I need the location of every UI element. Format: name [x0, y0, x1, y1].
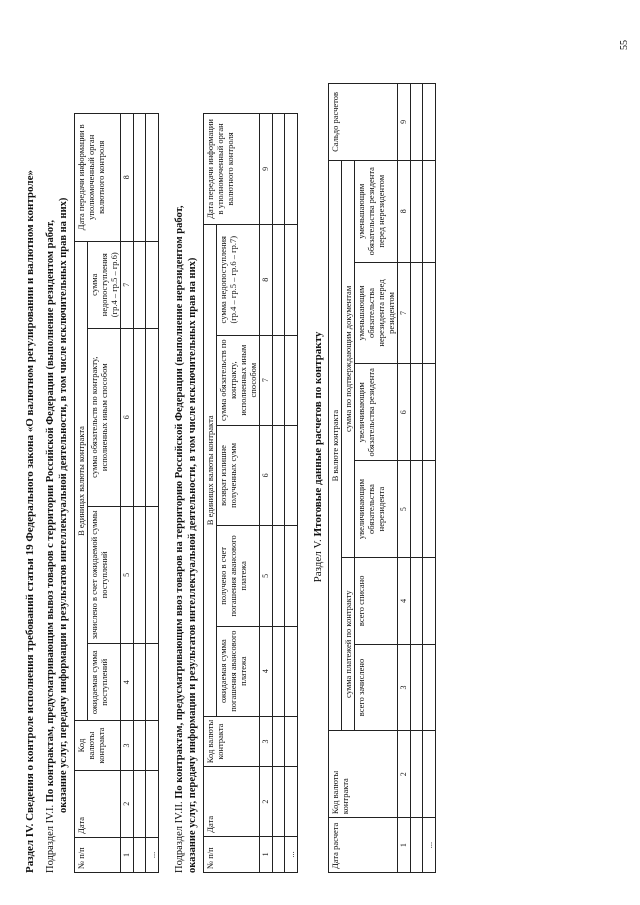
table-row	[285, 114, 298, 873]
th-date: Дата	[75, 770, 121, 837]
th-units: В единицах валюты контракта	[75, 241, 88, 721]
col-num: 1	[260, 836, 273, 872]
table-iv-i	[74, 113, 159, 873]
row-dots: ...	[423, 818, 436, 873]
th-inc-res: увеличивающим обязательства резидента	[355, 364, 398, 461]
table-v	[328, 83, 436, 873]
page-number: 55	[619, 40, 630, 50]
col-num: 6	[260, 425, 273, 525]
col-num: 7	[121, 241, 134, 328]
subsection-iv-ii-text: По контрактам, предусматривающим ввоз товаров на территорию Российской Федерации (выполнение нерезидентом работ,	[174, 205, 185, 799]
col-num: 8	[260, 224, 273, 335]
page-content	[24, 41, 436, 873]
subsection-iv-ii-title	[173, 41, 199, 873]
section-v-prefix: Раздел V.	[312, 539, 324, 583]
th-obligation: сумма обязательств по контракту, исполненных иным способом	[88, 328, 121, 506]
th-returned: возврат излишне полученных сумм	[217, 425, 260, 525]
col-num: 5	[260, 526, 273, 626]
subsection-iv-i-text2: оказание услуг, передачу информации и результатов интеллектуальной деятельности, в том числе исключительных прав на них)	[58, 197, 69, 813]
th-date: Дата расчета	[329, 818, 398, 873]
th-balance: Сальдо расчетов	[329, 84, 398, 161]
th-dec-nonres: уменьшающим обязательства нерезидента перед резидентом	[355, 262, 398, 364]
th-code: Код валюты контракта	[75, 721, 121, 770]
col-num: 3	[398, 644, 411, 731]
subsection-iv-i-title	[44, 41, 70, 873]
th-total-written: всего списано	[355, 557, 398, 644]
subsection-iv-ii-prefix: Подраздел IV.II.	[174, 801, 185, 873]
col-num: 7	[260, 335, 273, 425]
section-v-title	[312, 41, 324, 873]
th-dec-res: уменьшающим обязательства резидента перед нерезидентом	[355, 160, 398, 262]
th-code: Код валюты контракта	[204, 716, 260, 767]
col-num: 2	[398, 731, 411, 818]
th-no: № п/п	[204, 836, 260, 872]
table-row	[134, 114, 146, 873]
th-credited: зачислено в счет ожидаемой суммы поступлений	[88, 506, 121, 644]
subsection-iv-i-prefix: Подраздел IV.I.	[45, 804, 56, 873]
table-row	[398, 84, 411, 873]
col-num: 4	[260, 626, 273, 716]
th-shortfall: сумма недопоступления (гр.4 – гр.5 – гр.6)	[88, 241, 121, 328]
col-num: 6	[398, 364, 411, 461]
th-units: В единицах валюты контракта	[204, 224, 217, 716]
section-v-text: Итоговые данные расчетов по контракту	[312, 331, 324, 537]
col-num: 8	[398, 160, 411, 262]
row-dots: ...	[285, 836, 298, 872]
table-row	[423, 84, 436, 873]
th-payments: сумма платежей по контракту	[342, 557, 355, 730]
col-num: 2	[260, 767, 273, 836]
th-transfer: Дата передачи информации в уполномоченный орган валютного контроля	[204, 114, 260, 225]
table-row	[411, 84, 423, 873]
th-expected: ожидаемая сумма поступлений	[88, 644, 121, 721]
col-num: 4	[121, 644, 134, 721]
th-docs: сумма по подтверждающим документам	[342, 160, 355, 557]
th-total-credited: всего зачислено	[355, 644, 398, 731]
col-num: 9	[398, 84, 411, 161]
th-shortfall: сумма недопоступления (гр.4 – гр.5 – гр.6 – гр.7)	[217, 224, 260, 335]
th-obligation: сумма обязательств по контракту, исполненных иным способом	[217, 335, 260, 425]
th-date: Дата	[204, 767, 260, 836]
col-num: 1	[121, 837, 134, 872]
table-row	[260, 114, 273, 873]
col-num: 3	[260, 716, 273, 767]
th-inc-nonres: увеличивающим обязательства нерезидента	[355, 461, 398, 558]
th-no: № п/п	[75, 837, 121, 872]
col-num: 5	[121, 506, 134, 644]
table-row	[121, 114, 134, 873]
subsection-iv-i-text: По контрактам, предусматривающим вывоз товаров с территории Российской Федерации (выполнение резидентом работ,	[45, 220, 56, 803]
table-row	[273, 114, 285, 873]
col-num: 5	[398, 461, 411, 558]
th-code: Код валюты контракта	[329, 731, 398, 818]
col-num: 8	[121, 114, 134, 242]
subsection-iv-ii-text2: оказание услуг, передачу информации и результатов интеллектуальной деятельности, в том числе исключительных прав на них)	[187, 257, 198, 873]
col-num: 3	[121, 721, 134, 770]
th-received: получено в счет погашения авансового платежа	[217, 526, 260, 626]
col-num: 1	[398, 818, 411, 873]
col-num: 2	[121, 770, 134, 837]
th-currency: В валюте контракта	[329, 160, 342, 731]
table-row	[146, 114, 159, 873]
th-expected: ожидаемая сумма погашения авансового платежа	[217, 626, 260, 716]
col-num: 7	[398, 262, 411, 364]
table-iv-ii	[203, 113, 298, 873]
col-num: 6	[121, 328, 134, 506]
section-iv-title: Раздел IV. Сведения о контроле исполнения требований статьи 19 Федерального закона «О валютном регулировании и валютном контроле»	[24, 170, 36, 873]
row-dots: ...	[146, 837, 159, 872]
col-num: 4	[398, 557, 411, 644]
th-transfer: Дата передачи информации в уполномоченный орган валютного контроля	[75, 114, 121, 242]
col-num: 9	[260, 114, 273, 225]
